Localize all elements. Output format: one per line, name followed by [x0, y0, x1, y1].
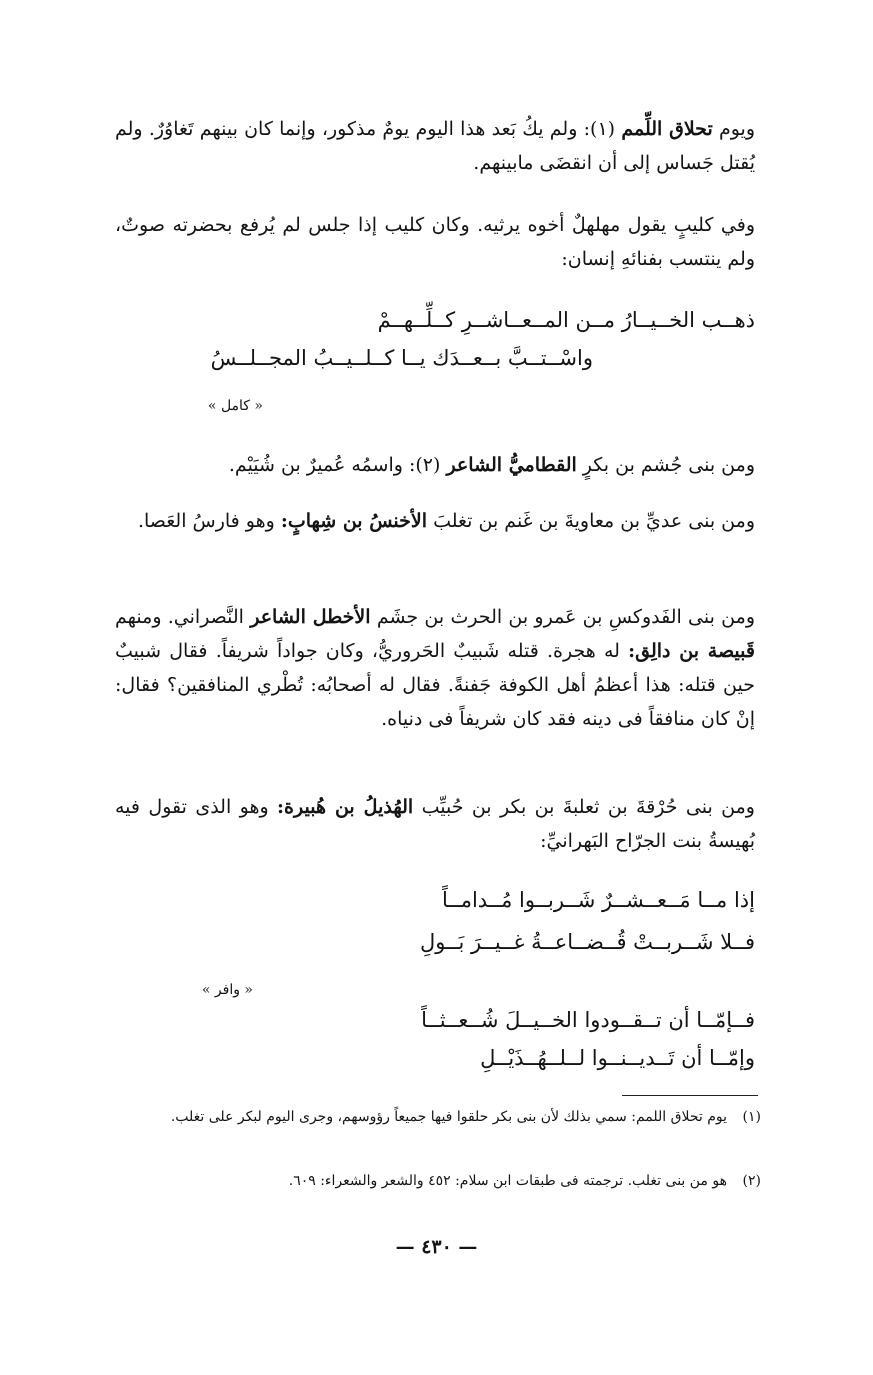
paragraph-qutami [115, 448, 755, 482]
paragraph-text: ومن بنى الفَدوكسِ بن عَمرو بن الحرث بن جشَم [370, 606, 756, 628]
paragraph-text: ومن بنى جُشم بن بكرٍ [576, 454, 755, 476]
footnote-text: يوم تحلاق اللمم: سمي بذلك لأن بنى بكر حلقوا فيها جميعاً رؤوسهم، وجرى اليوم لبكر على تغلب. [170, 1109, 727, 1125]
paragraph-text: وهو الذى تقول فيه بُهيسةُ بنت الجرّاح البَهرانيِّ: [115, 796, 755, 852]
paragraph-akhtal [115, 600, 755, 736]
paragraph-akhnas [115, 504, 755, 538]
verse-hemistich-3: إذا مــا مَــعــشــرٌ شَــربــوا مُــدامــاً [442, 888, 755, 912]
paragraph-text: ومن بنى حُرْقةَ بن ثعلبةَ بن بكر بن حُبيِّب [413, 796, 755, 818]
verse-hemistich-4: فــلا شَــربــتْ قُــضــاعــةُ غــيــرَ بَــولِ [420, 930, 755, 954]
bold-term: الأخطل الشاعر [250, 606, 371, 628]
paragraph-hudhail [115, 790, 755, 858]
verse-hemistich-2: واسْــتــبَّ بــعــدَك يــا كــلــيــبُ المجــلــسُ [210, 346, 593, 370]
footnote-text: هو من بنى تغلب. ترجمته فى طبقات ابن سلام: ٤٥٢ والشعر والشعراء: ٦٠٩. [288, 1173, 727, 1189]
footnote-1 [101, 1104, 761, 1130]
meter-label: « وافر » [201, 982, 253, 998]
paragraph-tahlaq [115, 112, 755, 180]
footnote-2 [101, 1168, 761, 1194]
bold-term: تحلاق اللِّمم [621, 118, 713, 140]
bold-term: قَبيصة بن دالِق: [628, 640, 755, 662]
paragraph-text: (٢): واسمُه عُميرٌ بن شُيَيْم. [228, 454, 447, 476]
verse-hemistich-1: ذهــب الخــيــارُ مــن المــعــاشــرِ كــلِّــهــمْ [377, 308, 755, 332]
bold-term: الهُذيلُ بن هُبيرة: [277, 796, 414, 818]
verse-hemistich-6: وإمّــا أن تَــديــنــوا لــلــهُــذَيْــلِ [480, 1046, 755, 1070]
paragraph-text: النَّصراني. ومنهم [115, 606, 251, 628]
paragraph-text: (١): ولم يكُ بَعد هذا اليوم يومٌ مذكور، وإنما كان بينهم تَغاوُرٌ. ولم يُقتل جَساس إلى أن انقضَى مابينهم. [115, 118, 755, 174]
paragraph-text: وفي كليبٍ يقول مهلهلٌ أخوه يرثيه. وكان كليب إذا جلس لم يُرفع بحضرته صوتٌ، ولم ينتسب بفنائهِ إنسان: [115, 214, 756, 270]
meter-label: « كامل » [207, 398, 263, 414]
footnote-number: (١) [742, 1109, 761, 1125]
paragraph-text: وهو فارسُ العَصا. [137, 510, 281, 532]
bold-term: الأخنسُ بن شِهابٍ: [280, 510, 428, 532]
verse-hemistich-5: فــإمّــا أن تــقــودوا الخــيــلَ شُــعــثــاً [421, 1008, 755, 1032]
bold-term: القطاميُّ الشاعر [446, 454, 577, 476]
paragraph-text: ويوم [712, 118, 756, 140]
footnote-separator [622, 1095, 758, 1096]
paragraph-text: له هجرة. قتله شَبيبٌ الحَروريُّ، وكان جواداً شريفاً. فقال شبيبٌ حين قتله: هذا أعظمُ أهل الكوفة جَفنةً. فقال له أصحابُه: تُطْري المنافقين؟ فقال: إنْ كان منافقاً فى دينه فقد كان شريفاً فى دنياه. [115, 640, 755, 730]
footnote-number: (٢) [742, 1173, 761, 1189]
paragraph-text: ومن بنى عديِّ بن معاويةَ بن غَنم بن تغلبَ [427, 510, 755, 532]
page-number: — ٤٣٠ — [395, 1236, 478, 1258]
paragraph-kulaib [115, 208, 755, 276]
